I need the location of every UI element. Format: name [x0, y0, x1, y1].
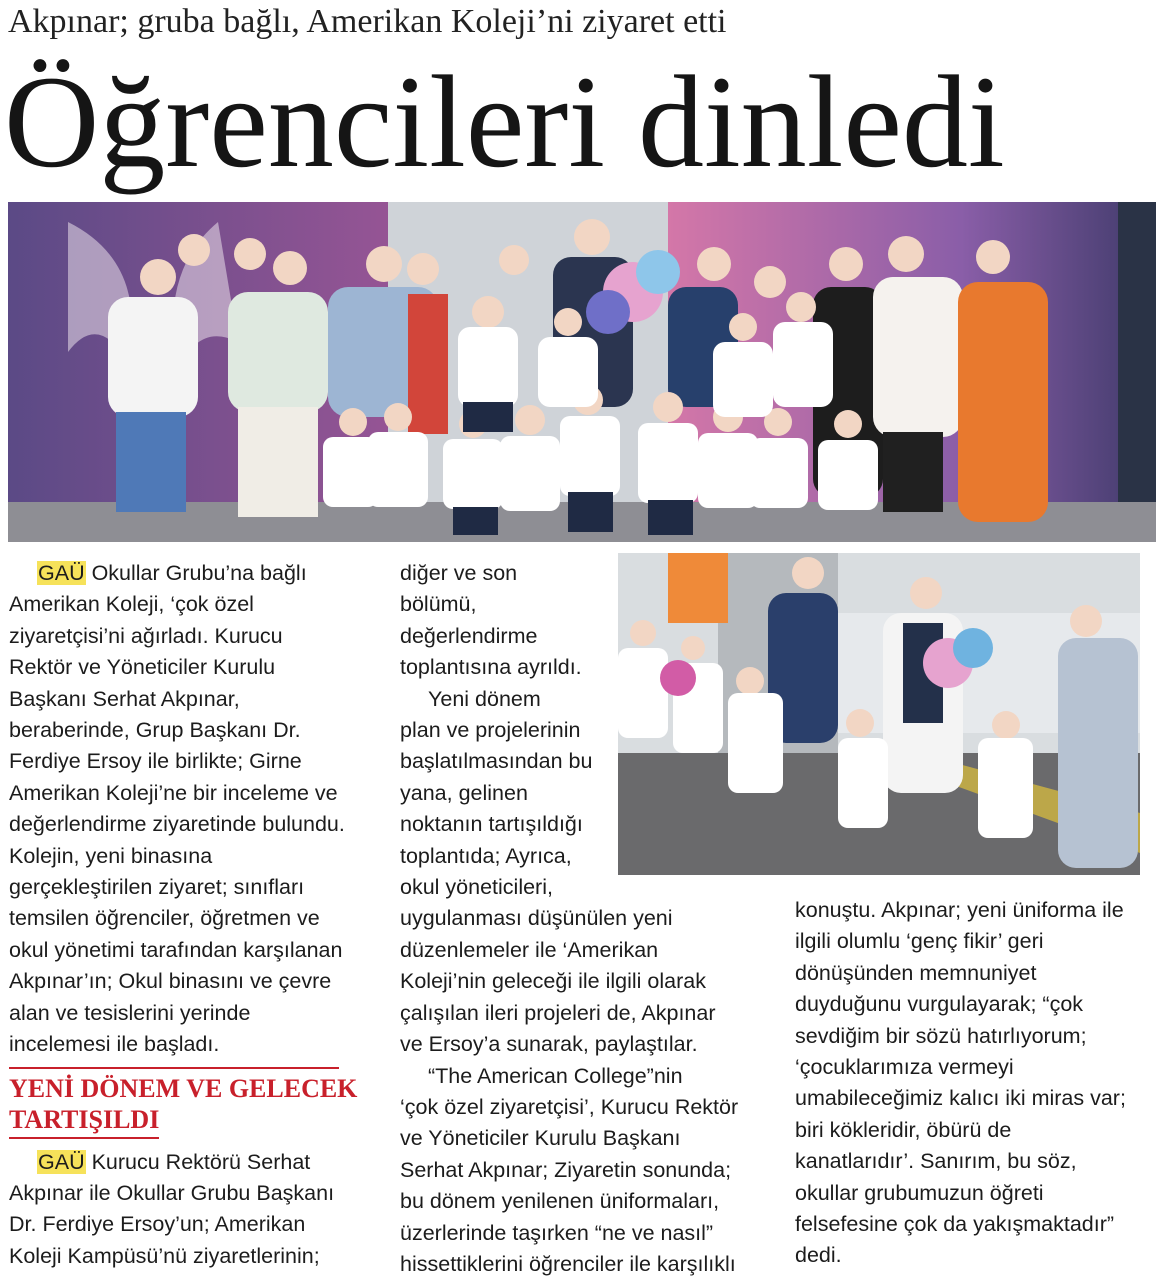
text-line: beraberinde, Grup Başkanı Dr. — [9, 718, 301, 743]
article-column-2 — [400, 558, 770, 1280]
text-line: üzerlerinde taşırken “ne ve nasıl” — [400, 1220, 714, 1245]
text-line: ilgili olumlu ‘genç fikir’ geri — [795, 929, 1044, 954]
text-line: bölümü, — [400, 592, 477, 617]
text-line: Akpınar ile Okullar Grubu Başkanı — [9, 1180, 335, 1205]
text-line: temsilen öğrenciler, öğretmen ve — [9, 906, 320, 931]
text-line: değerlendirme — [400, 623, 538, 648]
text-line: Ferdiye Ersoy ile birlikte; Girne — [9, 749, 302, 774]
section-subheading — [9, 1067, 358, 1139]
subheading-line: YENİ DÖNEM VE GELECEK — [9, 1073, 358, 1103]
text-line: noktanın tartışıldığı — [400, 812, 583, 837]
text-line: Koleji’nin geleceği ile ilgili olarak — [400, 969, 706, 994]
text-line: sevdiğim bir sözü hatırlıyorum; — [795, 1023, 1087, 1048]
text-line: değerlendirme ziyaretinde bulundu. — [9, 812, 345, 837]
article-headline: Öğrencileri dinledi — [4, 48, 1005, 195]
text-line: hissettiklerini öğrenciler ile karşılıklı — [400, 1251, 736, 1276]
text-line: bu dönem yenilenen üniformaları, — [400, 1189, 720, 1214]
text-line: “The American College”nin — [428, 1063, 683, 1088]
text-line: Serhat Akpınar; Ziyaretin sonunda; — [400, 1157, 732, 1182]
article-column-1 — [9, 558, 369, 1272]
text-line: okullar grubumuzun öğreti — [795, 1180, 1044, 1205]
text-line: duyduğunu vurgulayarak; “çok — [795, 992, 1084, 1017]
text-line: plan ve projelerinin — [400, 718, 581, 743]
subheading-line: TARTIŞILDI — [9, 1104, 159, 1139]
text-line: okul yöneticileri, — [400, 875, 553, 900]
text-line: dedi. — [795, 1243, 842, 1268]
group-photo-illustration — [8, 202, 1156, 542]
text-line: Rektör ve Yöneticiler Kurulu — [9, 655, 276, 680]
text-line: okul yönetimi tarafından karşılanan — [9, 937, 343, 962]
text-line: Koleji Kampüsü’nü ziyaretlerinin; — [9, 1243, 320, 1268]
text-line: dönüşünden memnuniyet — [795, 960, 1037, 985]
article-kicker: Akpınar; gruba bağlı, Amerikan Koleji’ni ziyaret etti — [8, 3, 727, 40]
intro-first-line: GAÜ Okullar Grubu’na bağlı — [38, 561, 307, 585]
text-line: başlatılmasından bu — [400, 749, 593, 774]
text-line: gerçekleştirilen ziyaret; sınıfları — [9, 875, 305, 900]
text-line: ve Ersoy’a sunarak, paylaştılar. — [400, 1032, 698, 1057]
text-line: düzenlemeler ile ‘Amerikan — [400, 937, 659, 962]
text-line: umabileceğimiz kalıcı iki miras var; — [795, 1086, 1126, 1111]
text-line: Amerikan Koleji, ‘çok özel — [9, 592, 254, 617]
text-line: yana, gelinen — [400, 780, 528, 805]
article-column-3 — [795, 895, 1155, 1272]
text-line: biri kökleridir, öbürü de — [795, 1117, 1012, 1142]
text-line: ‘çocuklarımıza vermeyi — [795, 1055, 1014, 1080]
text-line: toplantıda; Ayrıca, — [400, 843, 572, 868]
text-line: incelemesi ile başladı. — [9, 1032, 220, 1057]
text-line: çalışılan ileri projeleri de, Akpınar — [400, 1000, 716, 1025]
text-line: kanatlarıdır’. Sanırım, bu söz, — [795, 1149, 1077, 1174]
text-line: felsefesine çok da yakışmaktadır” — [795, 1212, 1115, 1237]
text-line: ve Yöneticiler Kurulu Başkanı — [400, 1126, 681, 1151]
text-line: Kolejin, yeni binasına — [9, 843, 213, 868]
text-line: Başkanı Serhat Akpınar, — [9, 686, 240, 711]
section-first-line: GAÜ Kurucu Rektörü Serhat — [38, 1149, 311, 1174]
intro-paragraph — [9, 589, 369, 1060]
gau-highlight: GAÜ — [38, 1149, 85, 1174]
section-paragraph — [9, 1178, 369, 1272]
text-line: toplantısına ayrıldı. — [400, 655, 582, 680]
text-line: Yeni dönem — [428, 686, 541, 711]
group-photo — [8, 202, 1156, 542]
text-line: konuştu. Akpınar; yeni üniforma ile — [795, 898, 1124, 922]
text-line: alan ve tesislerini yerinde — [9, 1000, 251, 1025]
text-line: diğer ve son — [400, 561, 518, 585]
text-line: Dr. Ferdiye Ersoy’un; Amerikan — [9, 1212, 306, 1237]
text-line: Akpınar’ın; Okul binasını ve çevre — [9, 969, 332, 994]
text-line: Amerikan Koleji’ne bir inceleme ve — [9, 780, 338, 805]
gau-highlight: GAÜ — [38, 561, 85, 585]
text-line: uygulanması düşünülen yeni — [400, 906, 673, 931]
text-line: ziyaretçisi’ni ağırladı. Kurucu — [9, 623, 283, 648]
text-line: ‘çok özel ziyaretçisi’, Kurucu Rektör — [400, 1094, 739, 1119]
